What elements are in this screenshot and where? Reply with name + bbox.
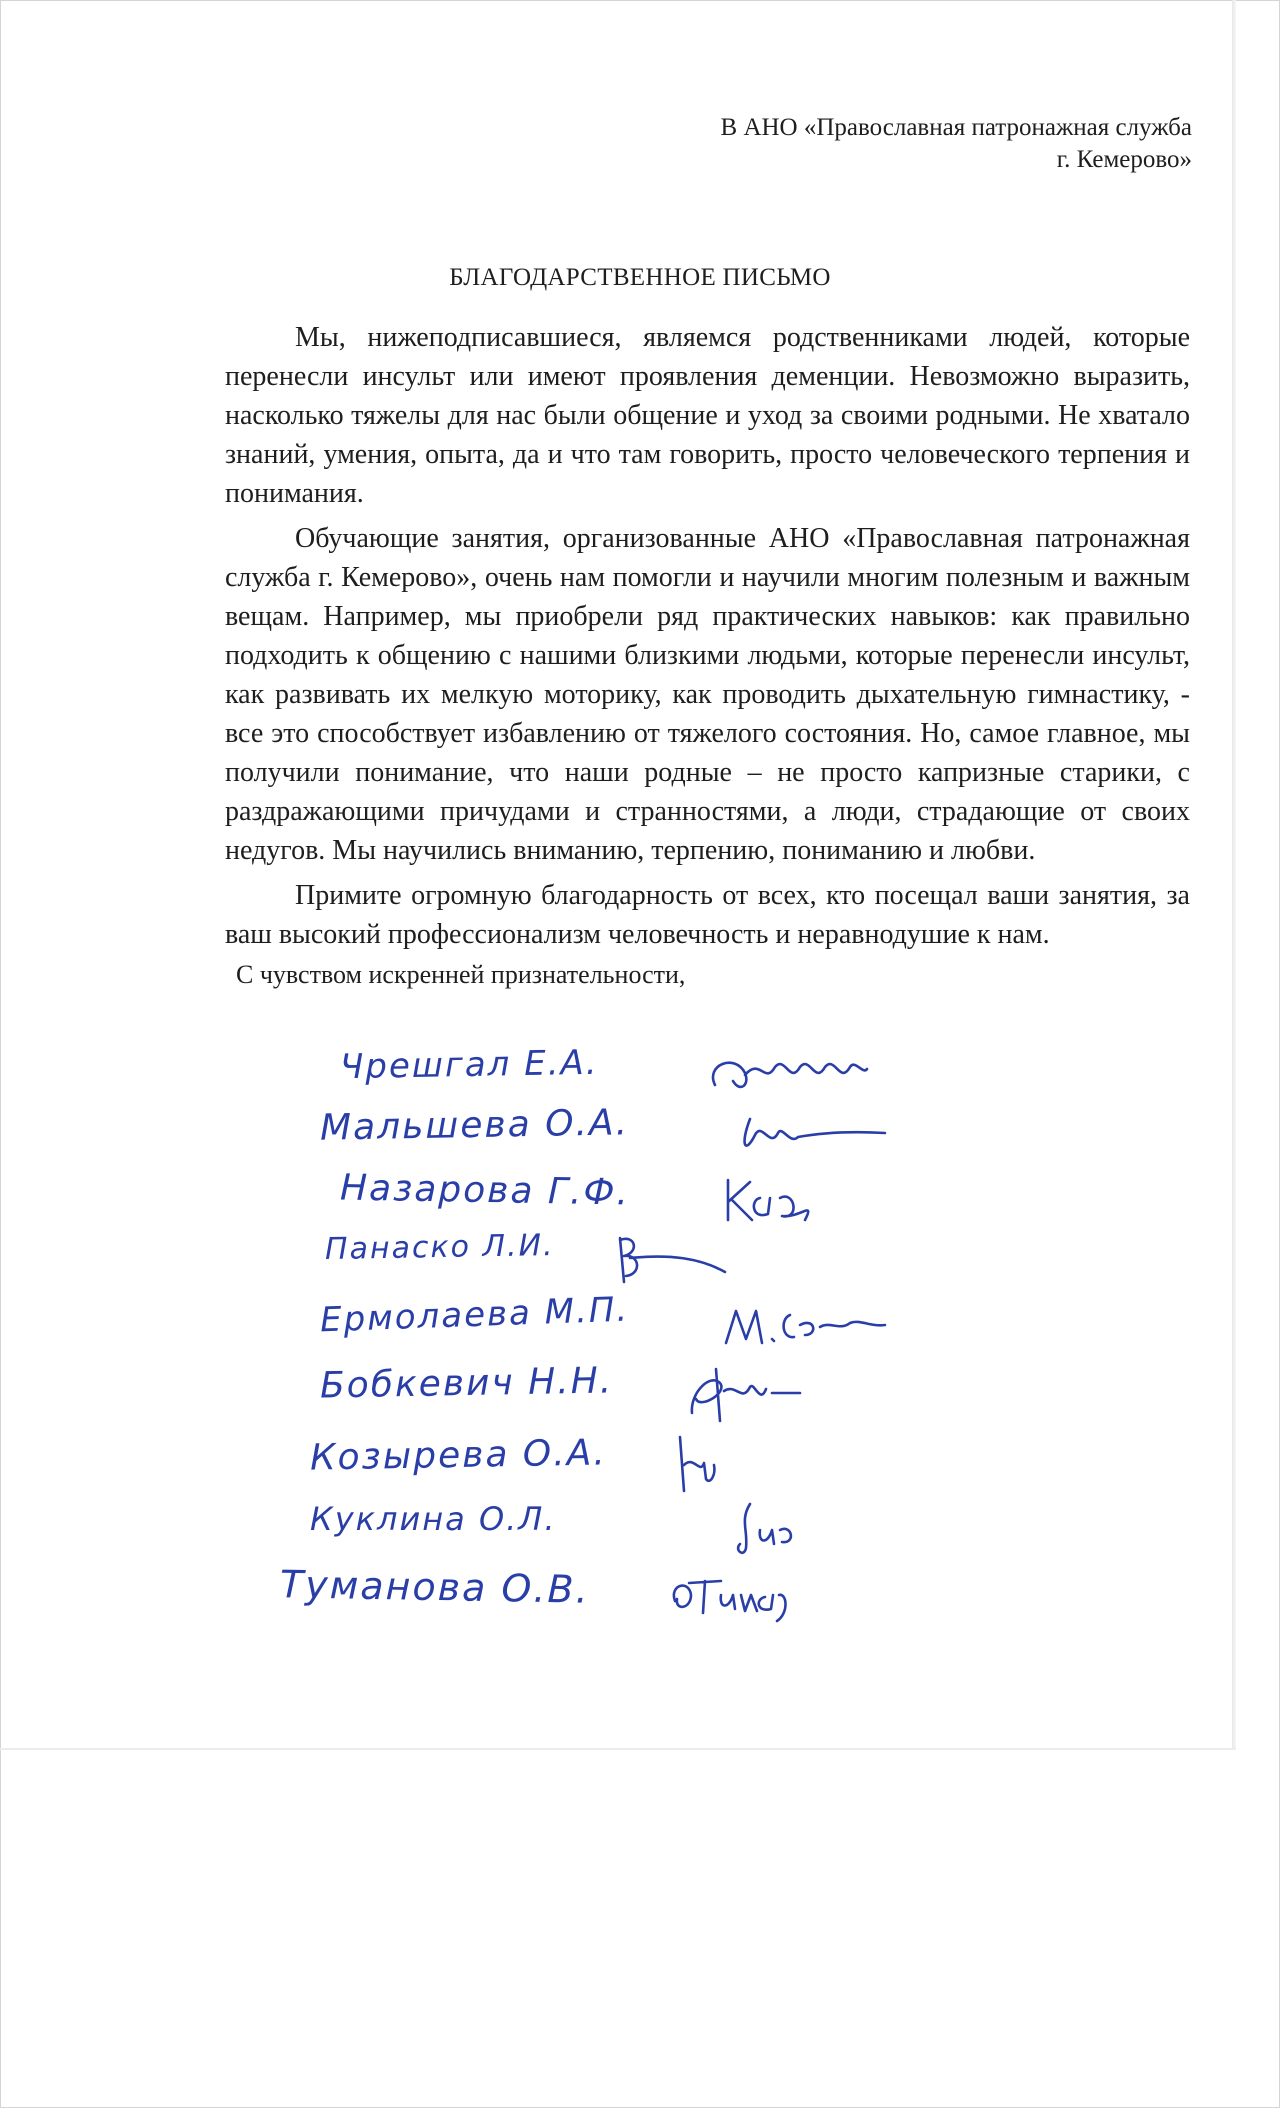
signature-name: Назарова Г.Ф.: [339, 1167, 631, 1214]
signature-mark: [680, 1363, 850, 1423]
signatures-block: [279, 1042, 980, 1625]
paragraph-1: Мы, нижеподписавшиеся, являемся родственниками людей, которые перенесли инсульт или имеют проявления деменции. Невозможно выразить, насколько тяжелы для нас были общение и уход за своими родными. Не хватало знаний, умения, опыта, да и что там говорить, просто человеческого терпения и понимания.: [225, 322, 1190, 509]
signature-name: Чрешгал Е.А.: [339, 1042, 599, 1088]
scan-paper-bottom-edge: [0, 1748, 1236, 1750]
signature-row: [280, 1360, 980, 1423]
signature-mark: [670, 1435, 840, 1495]
signature-name: Куклина О.Л.: [310, 1500, 557, 1538]
signature-name: Ермолаева М.П.: [319, 1289, 630, 1341]
signature-row: [280, 1167, 980, 1230]
signature-row: [280, 1500, 980, 1560]
scan-paper-edge: [1232, 0, 1236, 1750]
signature-mark: [665, 1565, 835, 1625]
signature-mark: [610, 1230, 780, 1290]
signature-mark: [720, 1500, 890, 1560]
signature-name: Панаско Л.И.: [324, 1227, 555, 1268]
addressee-block: [721, 112, 1192, 176]
signature-name: Бобкевич Н.Н.: [319, 1360, 614, 1407]
signature-mark: [720, 1105, 890, 1165]
signature-name: Козырева О.А.: [309, 1432, 608, 1479]
signature-row: [280, 1289, 980, 1355]
signature-mark: [720, 1170, 890, 1230]
signature-row: [280, 1227, 980, 1290]
signature-row: [280, 1102, 980, 1165]
signature-name: Мальшева О.А.: [319, 1102, 630, 1149]
signature-row: [280, 1042, 980, 1105]
signature-row: [279, 1562, 980, 1625]
signature-row: [280, 1432, 980, 1495]
addressee-line-1: В АНО «Православная патронажная служба: [720, 114, 1192, 141]
letter-title: БЛАГОДАРСТВЕННОЕ ПИСЬМО: [449, 264, 831, 291]
signature-mark: [720, 1295, 890, 1355]
letter-body: [225, 318, 1190, 960]
paragraph-2: Обучающие занятия, организованные АНО «Православная патронажная служба г. Кемерово», очень нам помогли и научили многим полезным и важным вещам. Например, мы приобрели ряд практических навыков: как правильно подходить к общению с нашими близкими людьми, которые перенесли инсульт, как развивать их мелкую моторику, как проводить дыхательную гимнастику, - все это способствует избавлению от тяжелого состояния. Но, самое главное, мы получили понимание, что наши родные – не просто капризные старики, с раздражающими причудами и странностями, а люди, страдающие от своих недугов. Мы научились вниманию, терпению, пониманию и любви.: [225, 523, 1190, 866]
paragraph-3: Примите огромную благодарность от всех, кто посещал ваши занятия, за ваш высокий профессионализм человечность и неравнодушие к нам.: [225, 880, 1190, 950]
signature-mark: [705, 1045, 875, 1105]
signature-name: Туманова О.В.: [279, 1562, 591, 1612]
addressee-line-2: г. Кемерово»: [1056, 146, 1192, 173]
closing-line: С чувством искренней признательности,: [236, 960, 686, 989]
